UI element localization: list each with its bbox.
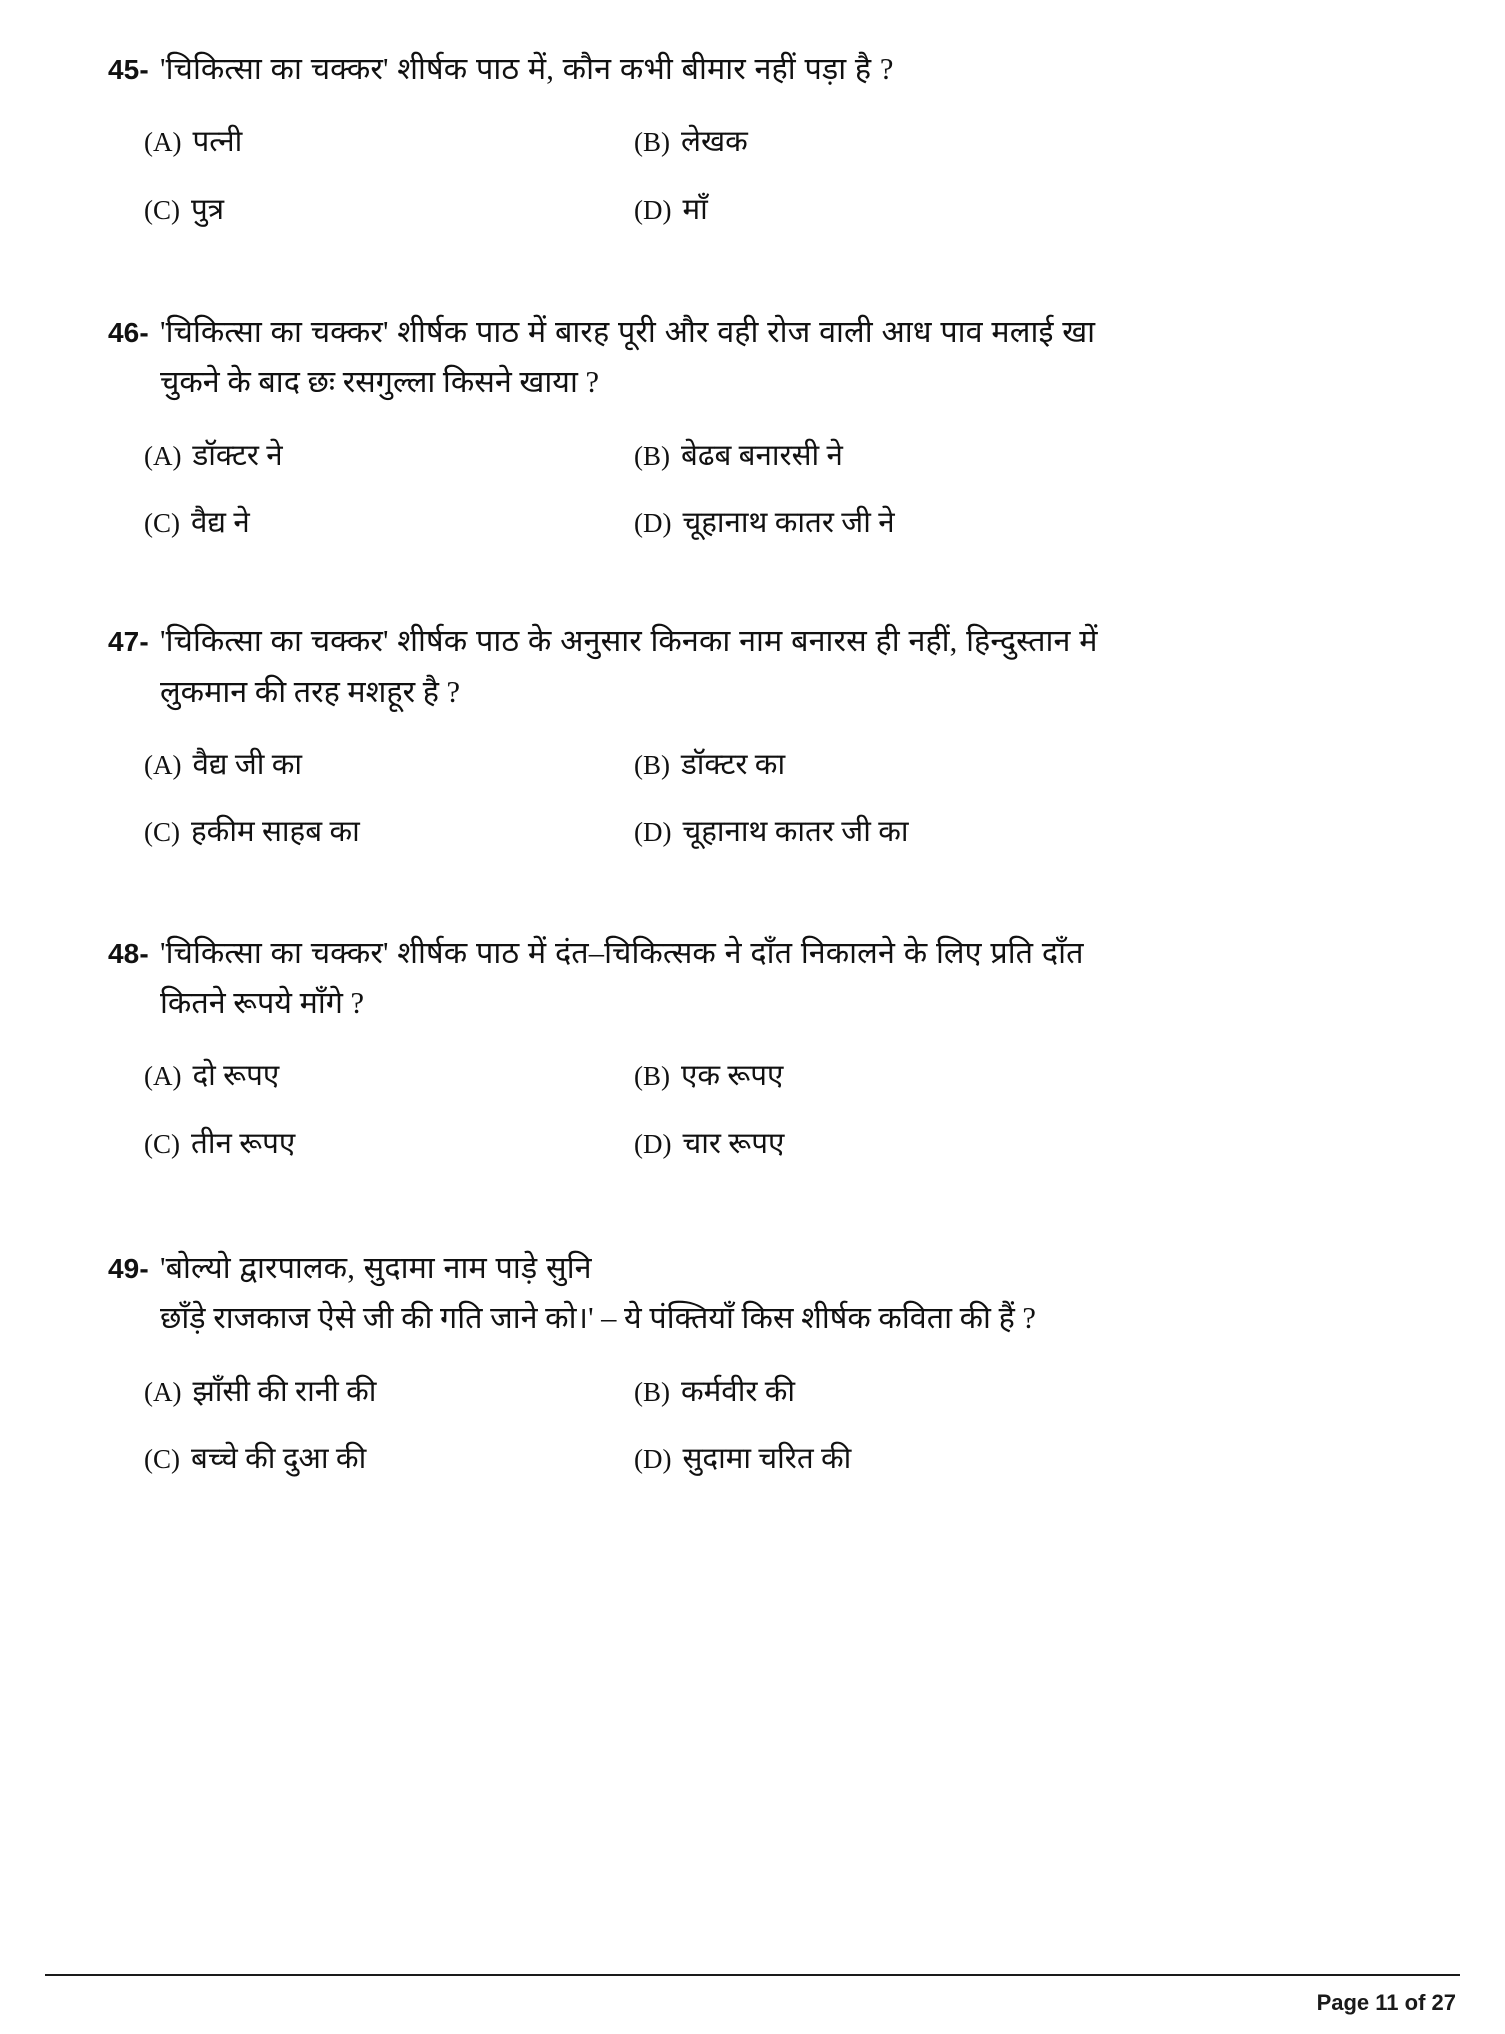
option-b[interactable] bbox=[634, 1372, 1408, 1413]
question-text: 'चिकित्सा का चक्कर' शीर्षक पाठ में, कौन कभी बीमार नहीं पड़ा है ? bbox=[160, 52, 894, 86]
options-list bbox=[108, 1372, 1408, 1481]
option-key: (B) bbox=[634, 1376, 670, 1407]
option-d[interactable] bbox=[634, 1439, 1408, 1480]
option-d[interactable] bbox=[634, 503, 1408, 544]
question-number: 46- bbox=[108, 316, 149, 348]
options-list bbox=[108, 436, 1408, 545]
option-label: वैद्य जी का bbox=[192, 748, 303, 781]
option-key: (C) bbox=[144, 1443, 180, 1474]
options-list bbox=[108, 122, 1408, 231]
page-footer bbox=[45, 1974, 1460, 2016]
option-b[interactable] bbox=[634, 122, 1408, 163]
option-key: (A) bbox=[144, 127, 182, 158]
option-key: (B) bbox=[634, 127, 670, 158]
option-c[interactable] bbox=[144, 1439, 634, 1480]
question-block-48 bbox=[108, 930, 1408, 1165]
question-line bbox=[108, 618, 1408, 664]
option-c[interactable] bbox=[144, 812, 634, 853]
option-c[interactable] bbox=[144, 503, 634, 544]
option-label: बच्चे की दुआ की bbox=[191, 1442, 367, 1475]
options-list bbox=[108, 1056, 1408, 1165]
option-label: सुदामा चरित की bbox=[682, 1442, 852, 1475]
option-label: डॉक्टर ने bbox=[192, 439, 283, 472]
option-key: (D) bbox=[634, 1443, 672, 1474]
option-b[interactable] bbox=[634, 1056, 1408, 1097]
option-row bbox=[144, 1372, 1408, 1413]
option-a[interactable] bbox=[144, 1056, 634, 1097]
option-b[interactable] bbox=[634, 745, 1408, 786]
options-list bbox=[108, 745, 1408, 854]
option-key: (B) bbox=[634, 749, 670, 780]
question-text-continuation: लुकमान की तरह मशहूर है ? bbox=[160, 674, 461, 709]
option-label: हकीम साहब का bbox=[191, 816, 360, 849]
option-row bbox=[144, 436, 1408, 477]
option-label: चार रूपए bbox=[682, 1127, 785, 1160]
option-label: दो रूपए bbox=[192, 1060, 280, 1093]
option-key: (C) bbox=[144, 507, 180, 538]
question-text-continuation: कितने रूपये माँगे ? bbox=[160, 985, 365, 1020]
option-label: माँ bbox=[682, 193, 708, 226]
option-label: डॉक्टर का bbox=[681, 748, 786, 781]
option-key: (D) bbox=[634, 1128, 672, 1159]
option-a[interactable] bbox=[144, 745, 634, 786]
question-text: 'चिकित्सा का चक्कर' शीर्षक पाठ के अनुसार किनका नाम बनारस ही नहीं, हिन्दुस्तान में bbox=[160, 624, 1098, 659]
question-block-46 bbox=[108, 309, 1408, 544]
question-text: 'चिकित्सा का चक्कर' शीर्षक पाठ में दंत–चिकित्सक ने दाँत निकालने के लिए प्रति दाँत bbox=[160, 935, 1084, 970]
question-text: 'चिकित्सा का चक्कर' शीर्षक पाठ में बारह पूरी और वही रोज वाली आध पाव मलाई खा bbox=[160, 314, 1096, 349]
option-row bbox=[144, 122, 1408, 163]
option-row bbox=[144, 190, 1408, 231]
question-block-47 bbox=[108, 618, 1408, 853]
option-d[interactable] bbox=[634, 190, 1408, 231]
question-number: 49- bbox=[108, 1252, 149, 1284]
option-a[interactable] bbox=[144, 1372, 634, 1413]
question-number: 47- bbox=[108, 626, 149, 658]
option-key: (A) bbox=[144, 440, 182, 471]
question-text: 'बोल्यो द्वारपालक, सुदामा नाम पाड़े सुनि bbox=[160, 1250, 592, 1285]
question-number: 45- bbox=[108, 54, 149, 85]
option-key: (C) bbox=[144, 1128, 180, 1159]
option-label: बेढब बनारसी ने bbox=[681, 439, 843, 472]
option-c[interactable] bbox=[144, 190, 634, 231]
option-a[interactable] bbox=[144, 122, 634, 163]
option-row bbox=[144, 812, 1408, 853]
option-key: (D) bbox=[634, 194, 672, 225]
option-label: लेखक bbox=[681, 126, 748, 159]
option-key: (A) bbox=[144, 749, 182, 780]
question-line bbox=[108, 1245, 1408, 1291]
option-label: पुत्र bbox=[191, 193, 225, 226]
option-b[interactable] bbox=[634, 436, 1408, 477]
option-key: (B) bbox=[634, 440, 670, 471]
option-key: (A) bbox=[144, 1061, 182, 1092]
option-key: (C) bbox=[144, 194, 180, 225]
option-label: कर्मवीर की bbox=[681, 1375, 796, 1408]
option-row bbox=[144, 1124, 1408, 1165]
option-label: एक रूपए bbox=[681, 1060, 784, 1093]
option-key: (B) bbox=[634, 1061, 670, 1092]
question-number: 48- bbox=[108, 937, 149, 969]
option-key: (D) bbox=[634, 817, 672, 848]
option-row bbox=[144, 1056, 1408, 1097]
option-label: तीन रूपए bbox=[191, 1127, 296, 1160]
question-line bbox=[108, 309, 1408, 355]
question-block-49 bbox=[108, 1245, 1408, 1480]
option-row bbox=[144, 745, 1408, 786]
question-text-continuation: चुकने के बाद छः रसगुल्ला किसने खाया ? bbox=[160, 365, 600, 400]
page-number-label: Page 11 of 27 bbox=[1316, 1990, 1456, 2015]
question-block-45 bbox=[108, 46, 1408, 231]
option-key: (A) bbox=[144, 1376, 182, 1407]
option-key: (D) bbox=[634, 507, 672, 538]
option-label: वैद्य ने bbox=[191, 506, 250, 539]
option-c[interactable] bbox=[144, 1124, 634, 1165]
questions-container bbox=[108, 46, 1408, 1538]
option-label: झाँसी की रानी की bbox=[192, 1375, 377, 1408]
question-text-continuation: छाँड़े राजकाज ऐसे जी की गति जाने को।' – ये पंक्तियाँ किस शीर्षक कविता की हैं ? bbox=[160, 1301, 1036, 1336]
option-row bbox=[144, 1439, 1408, 1480]
option-label: चूहानाथ कातर जी ने bbox=[682, 506, 895, 539]
option-row bbox=[144, 503, 1408, 544]
option-a[interactable] bbox=[144, 436, 634, 477]
option-d[interactable] bbox=[634, 812, 1408, 853]
option-label: चूहानाथ कातर जी का bbox=[682, 816, 909, 849]
option-key: (C) bbox=[144, 817, 180, 848]
option-label: पत्नी bbox=[192, 126, 243, 159]
question-line bbox=[108, 46, 1408, 92]
question-line bbox=[108, 930, 1408, 976]
option-d[interactable] bbox=[634, 1124, 1408, 1165]
